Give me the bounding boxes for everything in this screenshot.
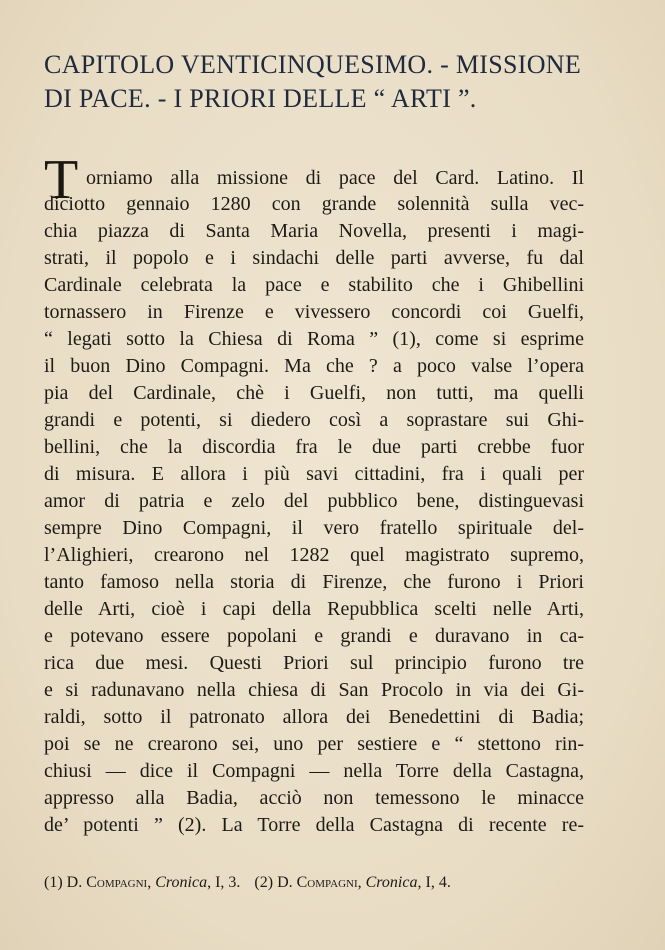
footnote-1-ref: , I, 3. (207, 874, 241, 891)
text-line: “ legati sotto la Chiesa di Roma ” (1), come si esprime (44, 328, 584, 350)
text-line: l’Alighieri, crearono nel 1282 quel magistrato supremo, (44, 544, 584, 566)
text-line: poi se ne crearono sei, uno per sestiere e “ stettono rin- (44, 733, 584, 755)
text-line: e potevano essere popolani e grandi e duravano in ca- (44, 625, 584, 647)
footnote-2-work: Cronica (365, 874, 418, 891)
footnote-1-work: Cronica (155, 874, 208, 891)
text-line: rica due mesi. Questi Priori sul principio furono tre (44, 652, 584, 674)
text-line: raldi, sotto il patronato allora dei Benedettini di Badia; (44, 706, 584, 728)
footnote-1-marker: (1) D. (44, 874, 83, 891)
text-line: di misura. E allora i più savi cittadini, fra i quali per (44, 463, 584, 485)
text-line: diciotto gennaio 1280 con grande solennità sulla vec- (44, 193, 584, 215)
body-text (44, 149, 584, 839)
text-line: strati, il popolo e i sindachi delle parti avverse, fu dal (44, 247, 584, 269)
text-line: chia piazza di Santa Maria Novella, presenti i magi- (44, 220, 584, 242)
footnote-2-author: Compagni (296, 874, 358, 891)
chapter-title-line-1: CAPITOLO VENTICINQUESIMO. - MISSIONE (44, 50, 582, 79)
text-line: de’ potenti ” (2). La Torre della Castagna di recente re- (44, 814, 584, 836)
text-line: Cardinale celebrata la pace e stabilito che i Ghibellini (44, 274, 584, 296)
footnote-2-marker: (2) D. (254, 874, 293, 891)
footnote-2: (2) D. Compagni, Cronica, I, 4. (254, 874, 451, 891)
text-line: orniamo alla missione di pace del Card. Latino. Il (86, 167, 584, 189)
text-line: il buon Dino Compagni. Ma che ? a poco valse l’opera (44, 355, 584, 377)
drop-cap: T (44, 149, 79, 211)
text-line: grandi e potenti, si diedero così a soprastare sui Ghi- (44, 409, 584, 431)
text-line: bellini, che la discordia fra le due parti crebbe fuor (44, 436, 584, 458)
text-line: tornassero in Firenze e vivessero concordi coi Guelfi, (44, 301, 584, 323)
chapter-title-line-2: DI PACE. - I PRIORI DELLE “ ARTI ”. (44, 84, 477, 113)
footnote-2-ref: , I, 4. (417, 874, 451, 891)
text-line: delle Arti, cioè i capi della Repubblica scelti nelle Arti, (44, 598, 584, 620)
text-line: amor di patria e zelo del pubblico bene, distinguevasi (44, 490, 584, 512)
footnote-1: (1) D. Compagni, Cronica, I, 3. (44, 874, 241, 891)
text-line: pia del Cardinale, chè i Guelfi, non tutti, ma quelli (44, 382, 584, 404)
text-line: e si radunavano nella chiesa di San Procolo in via dei Gi- (44, 679, 584, 701)
footnotes (44, 872, 584, 894)
text-line: appresso alla Badia, acciò non temessono le minacce (44, 787, 584, 809)
text-line: tanto famoso nella storia di Firenze, che furono i Priori (44, 571, 584, 593)
chapter-title (44, 48, 584, 116)
text-line: chiusi — dice il Compagni — nella Torre della Castagna, (44, 760, 584, 782)
footnote-1-author: Compagni (86, 874, 148, 891)
text-line: sempre Dino Compagni, il vero fratello spirituale del- (44, 517, 584, 539)
